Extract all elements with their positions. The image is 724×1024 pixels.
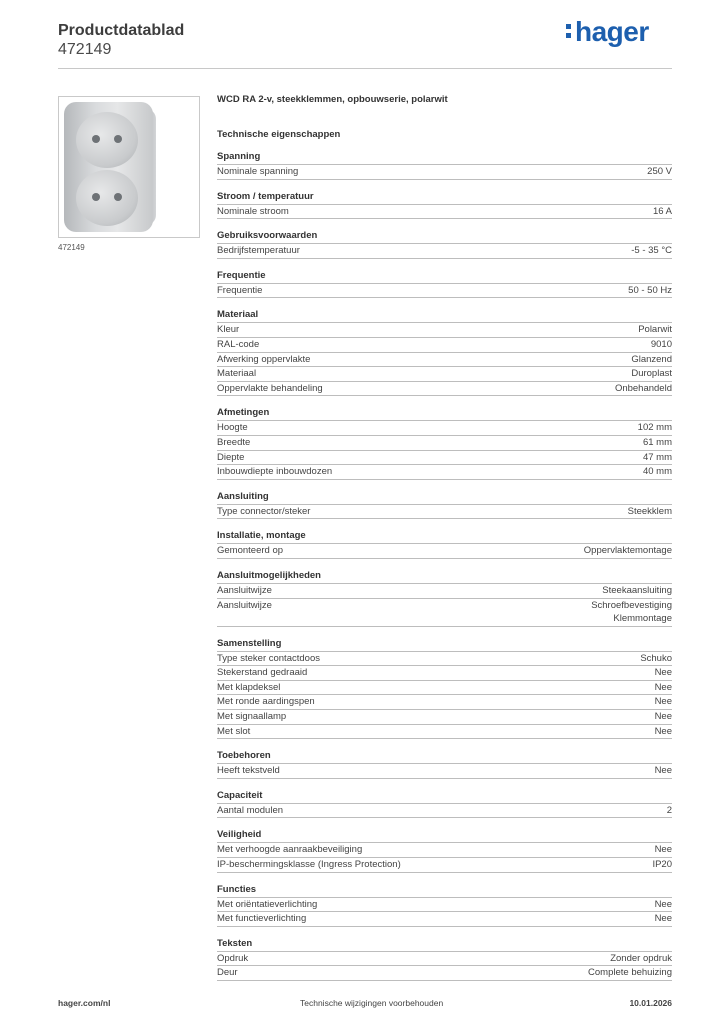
spec-value-line: Schroefbevestiging	[591, 599, 672, 611]
spec-value-line: Nee	[654, 844, 672, 856]
spec-label: Frequentie	[217, 284, 263, 296]
spec-row	[217, 804, 672, 819]
spec-row	[217, 505, 672, 520]
spec-label: Opdruk	[217, 952, 249, 964]
spec-label: Type connector/steker	[217, 505, 311, 517]
spec-section	[217, 270, 672, 299]
hager-logo	[566, 16, 649, 48]
spec-value	[655, 898, 672, 912]
property-sections	[217, 151, 672, 981]
spec-label: Bedrijfstemperatuur	[217, 245, 300, 257]
spec-value	[655, 843, 672, 857]
spec-value	[631, 353, 672, 367]
document-header	[58, 22, 184, 60]
section-title: Spanning	[217, 151, 672, 165]
spec-value-line: 40 mm	[642, 466, 672, 478]
spec-row	[217, 382, 672, 397]
outlet-top	[76, 112, 138, 168]
spec-row	[217, 165, 672, 180]
spec-label: Nominale stroom	[217, 205, 289, 217]
section-title: Veiligheid	[217, 829, 672, 843]
spec-value	[653, 205, 672, 219]
image-caption: 472149	[58, 243, 85, 252]
spec-value	[647, 165, 672, 179]
product-image	[58, 96, 200, 238]
spec-section	[217, 750, 672, 779]
spec-row	[217, 465, 672, 480]
spec-section	[217, 191, 672, 220]
spec-value-line: Nee	[654, 711, 672, 723]
section-title: Teksten	[217, 938, 672, 952]
spec-label: IP-beschermingsklasse (Ingress Protection)	[217, 859, 401, 871]
spec-value-line: 16 A	[652, 205, 672, 217]
product-details	[217, 94, 672, 992]
spec-value	[584, 544, 672, 558]
spec-value-line: Schuko	[640, 652, 672, 664]
spec-label: Kleur	[217, 324, 240, 336]
spec-value	[640, 652, 672, 666]
spec-value-line: Klemmontage	[613, 613, 672, 625]
spec-value-line: 50 - 50 Hz	[628, 284, 672, 296]
spec-label: Afwerking oppervlakte	[217, 353, 311, 365]
spec-label: Met oriëntatieverlichting	[217, 898, 318, 910]
footer-website-link[interactable]: hager.com/nl	[58, 998, 111, 1008]
section-title: Functies	[217, 884, 672, 898]
spec-row	[217, 599, 672, 627]
spec-label: Inbouwdiepte inbouwdozen	[217, 466, 333, 478]
spec-row	[217, 421, 672, 436]
spec-value-line: -5 - 35 °C	[631, 245, 672, 257]
spec-row	[217, 681, 672, 696]
spec-value	[643, 465, 672, 479]
spec-section	[217, 938, 672, 981]
spec-row	[217, 843, 672, 858]
spec-value	[631, 244, 672, 258]
spec-row	[217, 858, 672, 873]
spec-section	[217, 151, 672, 180]
spec-value-line: Duroplast	[631, 368, 672, 380]
spec-value	[631, 367, 672, 381]
spec-value-line: Nee	[654, 725, 672, 737]
spec-row	[217, 695, 672, 710]
spec-row	[217, 451, 672, 466]
spec-label: Met ronde aardingspen	[217, 696, 315, 708]
section-title: Aansluiting	[217, 491, 672, 505]
spec-value-line: Glanzend	[631, 353, 672, 365]
spec-row	[217, 898, 672, 913]
spec-value-line: Steekaansluiting	[602, 584, 672, 596]
spec-row	[217, 353, 672, 368]
spec-value	[628, 284, 672, 298]
spec-value	[615, 382, 672, 396]
spec-label: Aansluitwijze	[217, 599, 272, 611]
spec-value	[655, 764, 672, 778]
section-title: Materiaal	[217, 309, 672, 323]
spec-value	[588, 966, 672, 980]
spec-value-line: Nee	[654, 898, 672, 910]
spec-label: Heeft tekstveld	[217, 765, 280, 777]
pin-hole-icon	[92, 135, 100, 143]
section-title: Samenstelling	[217, 638, 672, 652]
spec-value	[610, 952, 672, 966]
product-name: WCD RA 2-v, steekklemmen, opbouwserie, polarwit	[217, 94, 448, 105]
spec-label: Diepte	[217, 451, 245, 463]
pin-hole-icon	[114, 193, 122, 201]
logo-text: hager	[575, 16, 649, 47]
spec-value-line: 47 mm	[642, 451, 672, 463]
footer-notice: Technische wijzigingen voorbehouden	[300, 998, 444, 1008]
spec-section	[217, 491, 672, 520]
spec-row	[217, 584, 672, 599]
spec-section	[217, 407, 672, 479]
spec-section	[217, 790, 672, 819]
spec-row	[217, 764, 672, 779]
spec-row	[217, 367, 672, 382]
spec-label: Aansluitwijze	[217, 584, 272, 596]
spec-value-line: 61 mm	[642, 436, 672, 448]
spec-label: Materiaal	[217, 368, 257, 380]
pin-hole-icon	[92, 193, 100, 201]
properties-heading: Technische eigenschappen	[217, 129, 341, 140]
spec-row	[217, 666, 672, 681]
spec-section	[217, 570, 672, 627]
pin-hole-icon	[114, 135, 122, 143]
header-divider	[58, 68, 672, 69]
spec-value	[667, 804, 672, 818]
spec-row	[217, 205, 672, 220]
spec-row	[217, 912, 672, 927]
spec-label: Met verhoogde aanraakbeveiliging	[217, 844, 363, 856]
spec-label: Met functieverlichting	[217, 913, 307, 925]
spec-value-line: 9010	[650, 338, 672, 350]
spec-label: Type steker contactdoos	[217, 652, 320, 664]
section-title: Frequentie	[217, 270, 672, 284]
spec-row	[217, 544, 672, 559]
spec-row	[217, 244, 672, 259]
spec-section	[217, 638, 672, 740]
spec-value	[628, 505, 672, 519]
spec-section	[217, 530, 672, 559]
spec-label: Breedte	[217, 436, 251, 448]
spec-value	[655, 681, 672, 695]
spec-label: Gemonteerd op	[217, 545, 284, 557]
spec-value	[591, 599, 672, 626]
spec-value-line: Nee	[654, 681, 672, 693]
section-title: Gebruiksvoorwaarden	[217, 230, 672, 244]
spec-label: Nominale spanning	[217, 166, 299, 177]
spec-section	[217, 884, 672, 927]
outlet-bottom	[76, 170, 138, 226]
spec-row	[217, 966, 672, 981]
spec-value-line: Nee	[654, 696, 672, 708]
spec-value-line: Zonder opdruk	[610, 952, 672, 964]
spec-label: Oppervlakte behandeling	[217, 382, 323, 394]
spec-label: Aantal modulen	[217, 804, 284, 816]
spec-value-line: 250 V	[647, 166, 672, 177]
spec-section	[217, 230, 672, 259]
spec-label: Deur	[217, 967, 238, 979]
spec-section	[217, 309, 672, 396]
spec-value	[655, 666, 672, 680]
spec-value-line: Polarwit	[638, 324, 672, 336]
spec-value	[643, 451, 672, 465]
product-code: 472149	[58, 41, 112, 58]
spec-value-line: Onbehandeld	[614, 382, 672, 394]
document-title: Productdatablad	[58, 22, 185, 39]
logo-dots-icon	[566, 22, 572, 40]
spec-row	[217, 725, 672, 740]
spec-value-line: IP20	[652, 859, 672, 871]
spec-value-line: Oppervlaktemontage	[583, 545, 672, 557]
spec-label: Met signaallamp	[217, 711, 287, 723]
spec-value	[651, 338, 672, 352]
spec-label: Met klapdeksel	[217, 681, 281, 693]
spec-value-line: Nee	[654, 765, 672, 777]
spec-value	[655, 912, 672, 926]
spec-row	[217, 710, 672, 725]
spec-value	[602, 584, 672, 598]
section-title: Stroom / temperatuur	[217, 191, 672, 205]
spec-value-line: Nee	[654, 667, 672, 679]
spec-value-line: Nee	[654, 913, 672, 925]
spec-label: Hoogte	[217, 422, 248, 434]
spec-value-line: 102 mm	[637, 422, 672, 434]
spec-row	[217, 436, 672, 451]
spec-row	[217, 952, 672, 967]
spec-row	[217, 284, 672, 299]
socket-housing	[64, 102, 153, 232]
spec-value	[655, 695, 672, 709]
spec-value	[652, 858, 672, 872]
spec-row	[217, 338, 672, 353]
spec-label: Met slot	[217, 725, 251, 737]
spec-row	[217, 652, 672, 667]
spec-value	[655, 710, 672, 724]
section-title: Installatie, montage	[217, 530, 672, 544]
spec-value	[643, 436, 672, 450]
section-title: Capaciteit	[217, 790, 672, 804]
spec-value	[655, 725, 672, 739]
section-title: Afmetingen	[217, 407, 672, 421]
spec-row	[217, 323, 672, 338]
spec-value-line: 2	[666, 804, 672, 816]
spec-value	[638, 421, 672, 435]
spec-label: RAL-code	[217, 338, 260, 350]
spec-value-line: Complete behuizing	[588, 967, 672, 979]
section-title: Aansluitmogelijkheden	[217, 570, 672, 584]
spec-label: Stekerstand gedraaid	[217, 667, 308, 679]
section-title: Toebehoren	[217, 750, 672, 764]
spec-value-line: Steekklem	[627, 505, 672, 517]
spec-value	[638, 323, 672, 337]
footer-date: 10.01.2026	[629, 998, 672, 1008]
spec-section	[217, 829, 672, 872]
